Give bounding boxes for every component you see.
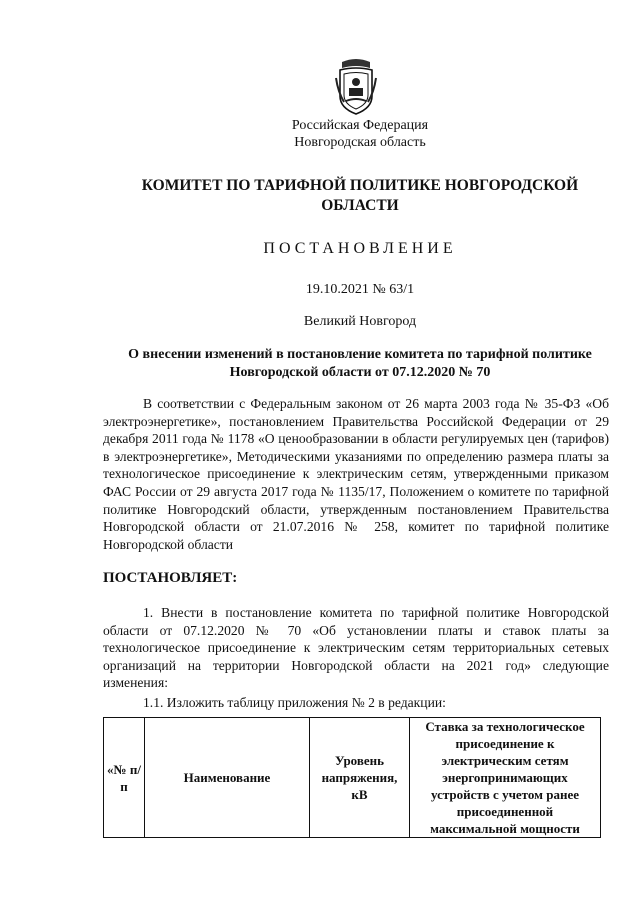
region-name: Новгородская область	[294, 135, 426, 150]
header-rate: Ставка за технологическое присоединение к электрическим сетям энергопринимающих устройств с учетом ранее присоединенной максимальной мощности	[410, 718, 601, 838]
header-voltage: Уровень напряжения, кВ	[310, 718, 410, 838]
coat-of-arms-emblem	[334, 58, 378, 116]
resolves-heading: ПОСТАНОВЛЯЕТ:	[103, 570, 238, 586]
item-1-paragraph: 1. Внести в постановление комитета по тарифной политике Новгородской области от 07.12.2020 № 70 «Об установлении платы и ставок платы за технологическое присоединение к электрическим сетям территориальных сетевых организаций на территории Новгородской области на 2021 год» следующие изменения:	[103, 605, 609, 691]
header-number: «№ п/п	[104, 718, 145, 838]
document-date-number: 19.10.2021 № 63/1	[305, 282, 415, 297]
item-1-1-paragraph: 1.1. Изложить таблицу приложения № 2 в редакции:	[143, 695, 446, 710]
table-header-row	[104, 718, 601, 838]
preamble-paragraph: В соответствии с Федеральным законом от 26 марта 2003 года № 35-ФЗ «Об электроэнергетике», постановлением Правительства Российской Федерации от 29 декабря 2011 года № 1178 «О ценообразовании в области регулируемых цен (тарифов) в электроэнергетике», Методическими указаниями по определению размера платы за технологическое присоединение к электрическим сетям, утвержденными приказом ФАС России от 29 августа 2017 года № 1135/17, Положением о комитете по тарифной политике Новгородский области, утвержденным постановлением Правительства Новгородской области от 21.07.2016 № 258, комитет по тарифной политике Новгородской области	[103, 396, 609, 552]
document-city: Великий Новгород	[303, 314, 417, 329]
tariff-table	[103, 717, 601, 838]
committee-title: КОМИТЕТ ПО ТАРИФНОЙ ПОЛИТИКЕ НОВГОРОДСКОЙ ОБЛАСТИ	[141, 177, 579, 214]
document-subject: О внесении изменений в постановление комитета по тарифной политике Новгородской области от 07.12.2020 № 70	[128, 347, 592, 380]
document-type: ПОСТАНОВЛЕНИЕ	[263, 240, 457, 257]
country-name: Российская Федерация	[291, 118, 429, 133]
header-name: Наименование	[145, 718, 310, 838]
